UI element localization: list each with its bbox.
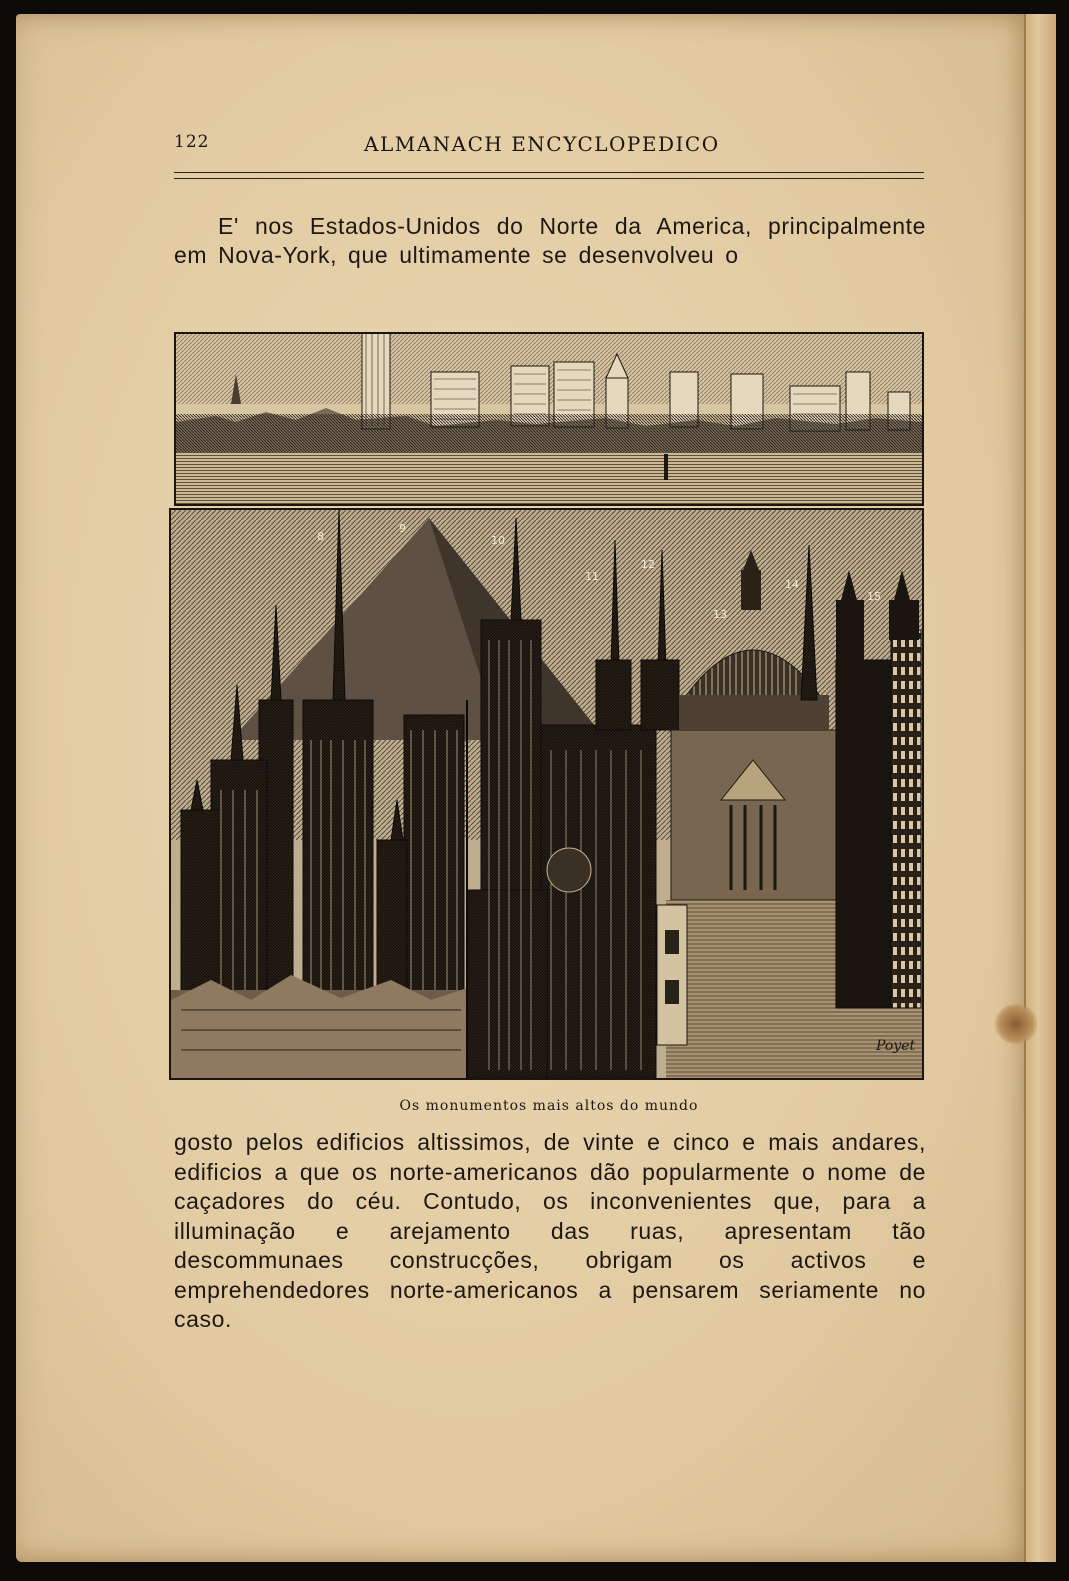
paragraph-continuation: gosto pelos edificios altissimos, de vinte e cinco e mais andares, edificios a que os norte-americanos dão popularmente o nome de caçadores do céu. Contudo, os inconvenientes que, para a illuminação e arejamento das ruas, apresentam tão descommunaes construcções, obrigam os activos e emprehendedores norte-americanos a pensarem seriamente no caso. <box>174 1129 926 1332</box>
paragraph-intro: E' nos Estados-Unidos do Norte da America, principalmente em Nova-York, que ultimamente se desenvolveu o <box>174 213 926 268</box>
monuments-engraving <box>169 508 924 1080</box>
monument-label-13: 13 <box>713 608 727 621</box>
monument-label-14: 14 <box>785 578 799 591</box>
running-title: ALMANACH ENCYCLOPEDICO <box>364 132 720 156</box>
paper-stain <box>994 1004 1038 1044</box>
page-edge <box>1024 14 1056 1562</box>
monument-label-12: 12 <box>641 558 655 571</box>
monument-label-15: 15 <box>867 590 881 603</box>
header-rule <box>174 172 924 179</box>
page-header <box>174 132 924 158</box>
monument-label-9: 9 <box>399 522 406 535</box>
skyline-engraving <box>174 332 924 506</box>
monument-label-11: 11 <box>585 570 599 583</box>
monument-label-8: 8 <box>317 530 324 543</box>
page-number: 122 <box>174 132 210 152</box>
figure-caption: Os monumentos mais altos do mundo <box>399 1098 699 1114</box>
engraver-signature: Poyet <box>876 1038 916 1054</box>
monument-label-10: 10 <box>491 534 505 547</box>
